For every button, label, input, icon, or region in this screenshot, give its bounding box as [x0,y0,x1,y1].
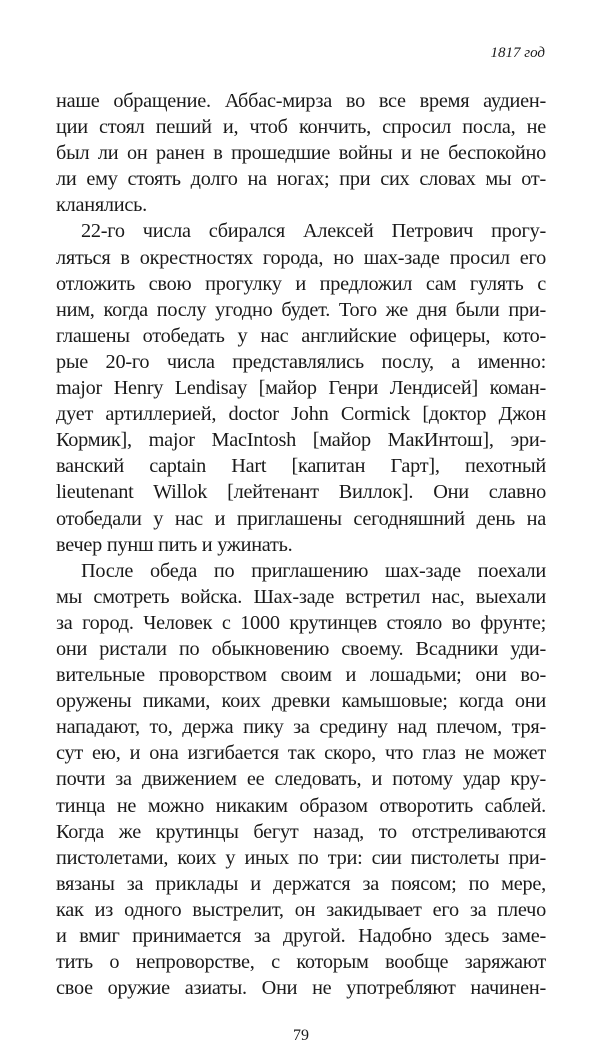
text-line: lieutenant Willok [лейтенант Виллок]. Они славно [56,481,546,504]
text-line: Кормик], major MacIntosh [майор МакИнтош], эри- [56,429,546,452]
paragraph [56,218,546,557]
paragraph [56,88,546,218]
text-line: ванский captain Hart [капитан Гарт], пехотный [56,455,546,478]
text-line: ляться в окрестностях города, но шах-заде просил его [56,246,546,269]
text-line: оружены пиками, коих древки камышовые; когда они [56,690,546,713]
page-number: 79 [293,1027,309,1045]
page-column [56,88,546,1046]
text-line: как из одного выстрелит, он закидывает его за плечо [56,898,546,921]
text-line: ции стоял пеший и, чтоб кончить, спросил посла, не [56,116,546,139]
text-line: тить о непроворстве, с которым вообще заряжают [56,951,546,974]
text-line: тинца не можно никаким образом отворотить саблей. [56,794,546,817]
text-line: сут ею, и она изгибается так скоро, что глаз не может [56,742,546,765]
text-line: наше обращение. Аббас-мирза во все время аудиен- [56,90,546,112]
text-line: за город. Человек с 1000 крутинцев стояло во фрунте; [56,611,546,634]
text-line: и вмиг принимается за другой. Надобно здесь заме- [56,925,546,947]
text-line: глашены отобедать у нас английские офицеры, кото- [56,324,546,347]
text-line: вечер пунш пить и ужинать. [56,533,293,556]
text-line: пистолетами, коих у иных по три: сии пистолеты при- [56,846,546,869]
text-line: они ристали по обыкновению своему. Всадники уди- [56,637,546,660]
text-line: кланялись. [56,194,147,217]
body-text [56,88,546,1001]
text-line: рые 20-го числа представлялись послу, а именно: [56,350,546,373]
text-line: вительные проворством своим и лошадьми; они во- [56,664,546,687]
text-line: отложить свою прогулку и предложил сам гулять с [56,272,546,295]
text-line: major Henry Lendisay [майор Генри Лендисей] коман- [56,377,546,400]
text-line: ли ему стоять долго на ногах; при сих словах мы от- [56,168,546,191]
text-line: нападают, то, держа пику за средину над плечом, тря- [56,716,546,739]
text-line: ним, когда послу угодно будет. Того же дня были при- [56,298,546,321]
text-line: 22-го числа сбирался Алексей Петрович прогу- [81,220,546,243]
text-line: Когда же крутинцы бегут назад, то отстреливаются [56,820,546,843]
text-line: почти за движением ее следовать, и потому удар кру- [56,768,546,791]
text-line: вязаны за приклады и держатся за поясом; по мере, [56,872,546,895]
text-line: После обеда по приглашению шах-заде поехали [81,559,546,582]
text-line: был ли он ранен в прошедшие войны и не беспокойно [56,142,546,165]
text-line: отобедали у нас и приглашены сегодняшний день на [56,507,546,530]
text-line: дует артиллерией, doctor John Cormick [доктор Джон [56,403,546,426]
paragraph [56,558,546,1002]
text-line: свое оружие азиаты. Они не употребляют начинен- [56,977,546,1000]
text-line: мы смотреть войска. Шах-заде встретил нас, выехали [56,585,546,608]
running-header: 1817 год [490,45,545,61]
